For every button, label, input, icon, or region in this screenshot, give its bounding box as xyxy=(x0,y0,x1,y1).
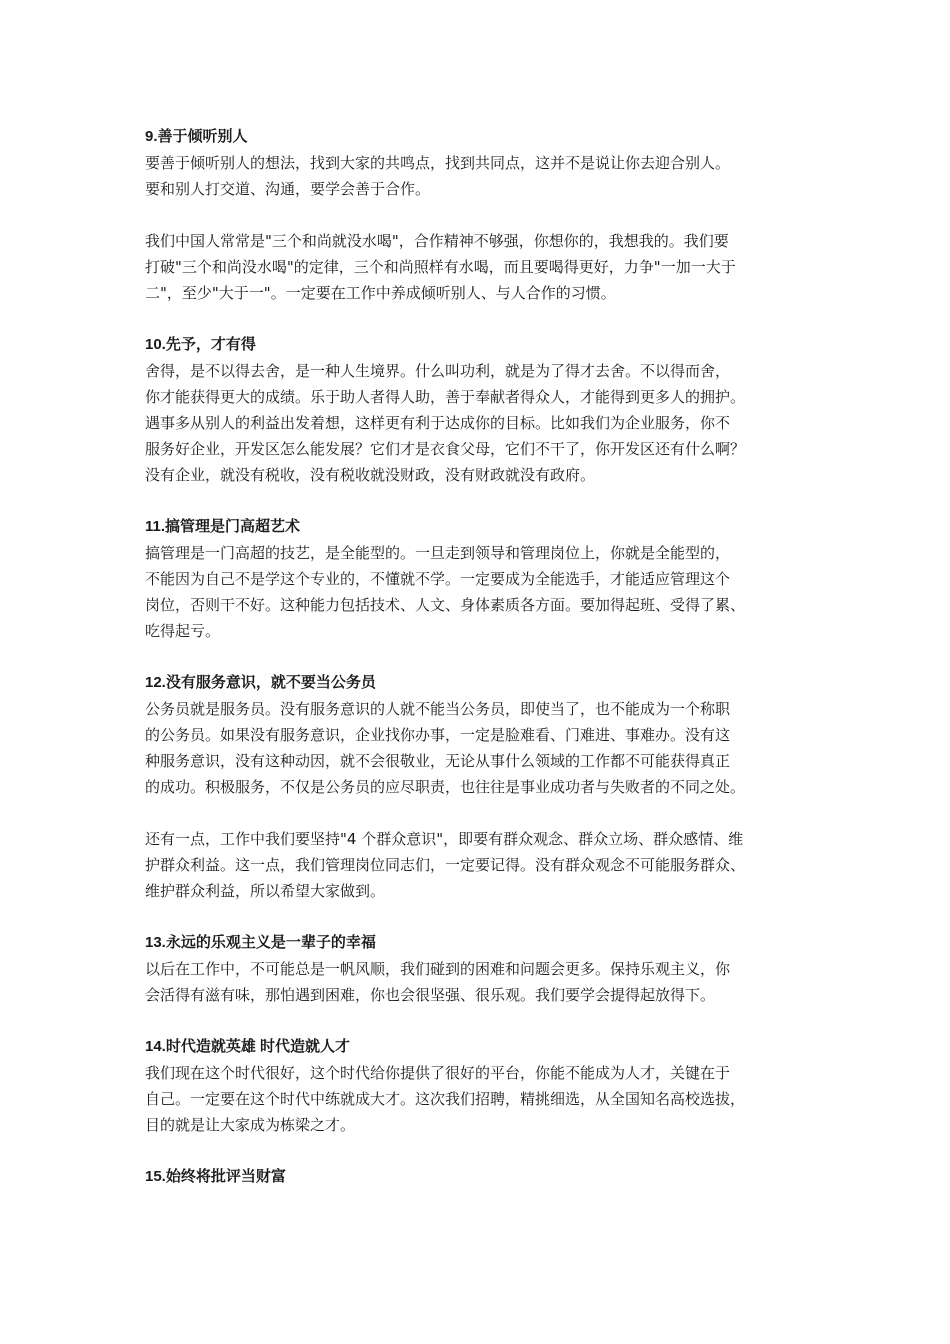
paragraph xyxy=(145,358,817,488)
text-line: 服务好企业，开发区怎么能发展？它们才是衣食父母，它们不干了，你开发区还有什么啊？ xyxy=(145,440,746,458)
section-heading: 15.始终将批评当财富 xyxy=(145,1168,286,1185)
text-line: 吃得起亏。 xyxy=(145,622,221,640)
text-line: 要和别人打交道、沟通，要学会善于合作。 xyxy=(145,180,431,198)
section-heading: 12.没有服务意识，就不要当公务员 xyxy=(145,674,376,691)
document-section xyxy=(145,930,817,1008)
text-line: 岗位，否则干不好。这种能力包括技术、人文、身体素质各方面。要加得起班、受得了累、 xyxy=(145,596,746,614)
text-line: 的公务员。如果没有服务意识，企业找你办事，一定是脸难看、门难进、事难办。没有这 xyxy=(145,726,731,744)
section-spacer xyxy=(145,1008,817,1034)
text-line: 的成功。积极服务，不仅是公务员的应尽职责，也往往是事业成功者与失败者的不同之处。 xyxy=(145,778,746,796)
section-heading: 10.先予，才有得 xyxy=(145,336,256,353)
text-line: 要善于倾听别人的想法，找到大家的共鸣点，找到共同点，这并不是说让你去迎合别人。 xyxy=(145,154,731,172)
text-line: 舍得，是不以得去舍，是一种人生境界。什么叫功利，就是为了得才去舍。不以得而舍， xyxy=(145,362,731,380)
section-spacer xyxy=(145,488,817,514)
text-line: 遇事多从别人的利益出发着想，这样更有利于达成你的目标。比如我们为企业服务，你不 xyxy=(145,414,731,432)
section-heading: 11.搞管理是门高超艺术 xyxy=(145,518,301,535)
document-body xyxy=(145,124,817,1190)
paragraph xyxy=(145,696,817,800)
paragraph-spacer xyxy=(145,800,817,826)
document-section xyxy=(145,332,817,488)
text-line: 你才能获得更大的成绩。乐于助人者得人助，善于奉献者得众人，才能得到更多人的拥护。 xyxy=(145,388,746,406)
document-section xyxy=(145,514,817,644)
paragraph-spacer xyxy=(145,202,817,228)
document-section xyxy=(145,1164,817,1190)
paragraph xyxy=(145,1060,817,1138)
section-heading: 14.时代造就英雄 时代造就人才 xyxy=(145,1038,351,1055)
section-spacer xyxy=(145,644,817,670)
text-line: 我们中国人常常是"三个和尚就没水喝"，合作精神不够强，你想你的，我想我的。我们要 xyxy=(145,232,729,250)
paragraph xyxy=(145,540,817,644)
text-line: 还有一点，工作中我们要坚持"4 个群众意识"，即要有群众观念、群众立场、群众感情、维 xyxy=(145,830,744,848)
text-line: 我们现在这个时代很好，这个时代给你提供了很好的平台，你能不能成为人才，关键在于 xyxy=(145,1064,731,1082)
section-heading: 13.永远的乐观主义是一辈子的幸福 xyxy=(145,934,376,951)
text-line: 以后在工作中，不可能总是一帆风顺，我们碰到的困难和问题会更多。保持乐观主义，你 xyxy=(145,960,731,978)
text-line: 打破"三个和尚没水喝"的定律，三个和尚照样有水喝，而且要喝得更好，力争"一加一大于 xyxy=(145,258,736,276)
text-line: 搞管理是一门高超的技艺，是全能型的。一旦走到领导和管理岗位上，你就是全能型的， xyxy=(145,544,731,562)
section-spacer xyxy=(145,306,817,332)
paragraph xyxy=(145,826,817,904)
text-line: 自己。一定要在这个时代中练就成大才。这次我们招聘，精挑细选，从全国知名高校选拔， xyxy=(145,1090,746,1108)
section-spacer xyxy=(145,904,817,930)
text-line: 没有企业，就没有税收，没有税收就没财政，没有财政就没有政府。 xyxy=(145,466,596,484)
document-section xyxy=(145,1034,817,1138)
text-line: 护群众利益。这一点，我们管理岗位同志们，一定要记得。没有群众观念不可能服务群众、 xyxy=(145,856,746,874)
text-line: 二"，至少"大于一"。一定要在工作中养成倾听别人、与人合作的习惯。 xyxy=(145,284,616,302)
text-line: 公务员就是服务员。没有服务意识的人就不能当公务员，即使当了，也不能成为一个称职 xyxy=(145,700,731,718)
document-section xyxy=(145,670,817,904)
section-heading: 9.善于倾听别人 xyxy=(145,128,248,145)
paragraph xyxy=(145,150,817,202)
section-spacer xyxy=(145,1138,817,1164)
paragraph xyxy=(145,228,817,306)
text-line: 种服务意识，没有这种动因，就不会很敬业，无论从事什么领域的工作都不可能获得真正 xyxy=(145,752,731,770)
text-line: 不能因为自己不是学这个专业的，不懂就不学。一定要成为全能选手，才能适应管理这个 xyxy=(145,570,731,588)
document-section xyxy=(145,124,817,306)
text-line: 维护群众利益，所以希望大家做到。 xyxy=(145,882,386,900)
paragraph xyxy=(145,956,817,1008)
text-line: 会活得有滋有味，那怕遇到困难，你也会很坚强、很乐观。我们要学会提得起放得下。 xyxy=(145,986,716,1004)
text-line: 目的就是让大家成为栋梁之才。 xyxy=(145,1116,356,1134)
